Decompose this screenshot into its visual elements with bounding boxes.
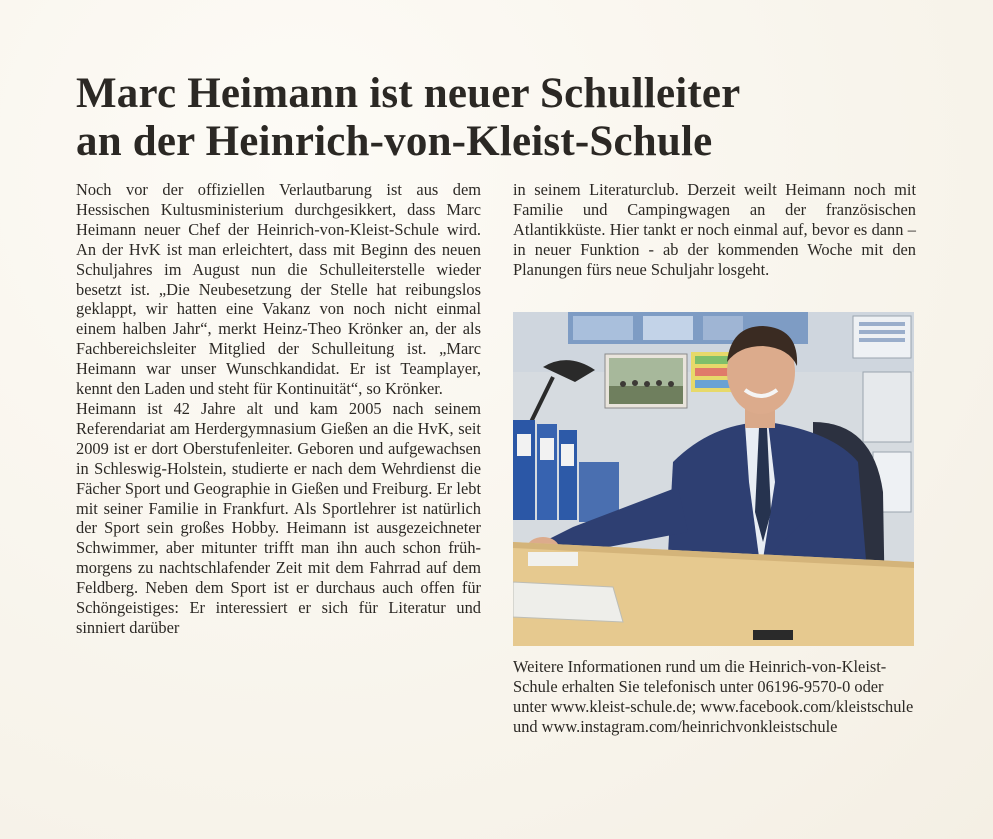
info-text: Weitere Informationen rund um die Heinrich-von-Kleist-Schule erhalten Sie telefonisch unter 06196-9570-0 oder unter www.kleist-schule.de; www.facebook.com/kleistschule und www.instagram.com/heinrichvonkleistschule <box>513 657 914 736</box>
article-paragraph-2: Heimann ist 42 Jahre alt und kam 2005 nach seinem Referendariat am Herdergymnasium Gießen an die HvK, seit 2009 ist er dort Oberstufenleiter. Geboren und aufgewachsen in Schleswig-Holstein, studierte er nach dem Wehrdienst die Fächer Sport und Geographie in Gießen und Freiburg. Er lebt mit seiner Familie in Frankfurt. Als Sportlehrer ist natürlich der Sport sein großes Hobby. Heimann ist ausgezeichneter Schwimmer, aber mitunter trifft man ihn auch schon frühmorgens zu nachtschlafender Zeit mit dem Fahrrad auf dem Feldberg. Neben dem Sport ist er durchaus auch offen für Schöngeistiges: Er interessiert er sich für Literatur und sinniert darüber <box>76 398 481 637</box>
info-box <box>513 657 916 737</box>
headline-line-2: an der Heinrich-von-Kleist-Schule <box>76 118 713 165</box>
article-headline <box>76 70 936 166</box>
headline-line-1: Marc Heimann ist neuer Schulleiter <box>76 70 741 117</box>
article-right-column <box>513 180 916 280</box>
article-left-column <box>76 180 481 638</box>
article-paragraph-1: Noch vor der offiziellen Verlautbarung ist aus dem Hessischen Kultusministerium durchgesikkert, dass Marc Heimann neuer Chef der Heinrich-von-Kleist-Schule wird. An der HvK ist man erleichtert, dass mit Beginn des neuen Schuljahres im August nun die Schulleiterstelle wieder besetzt ist. „Die Neubesetzung der Stelle hat reibungslos geklappt, wir hatten eine Vakanz von noch nicht einmal einem halben Jahr“, merkt Heinz-Theo Krönker an, der als Fachbereichsleiter Mitglied der Schulleitung ist. „Marc Heimann war unser Wunschkandidat. Er ist Teamplayer, kennt den Laden und steht für Kontinuität“, so Krönker. <box>76 180 481 399</box>
article-paragraph-3: in seinem Literaturclub. Derzeit weilt Heimann noch mit Familie und Campingwagen an der französischen Atlantikküste. Hier tankt er noch einmal auf, bevor es dann – in neuer Funktion - ab der kommenden Woche mit den Planungen fürs neue Schuljahr losgeht. <box>513 180 916 279</box>
portrait-photo <box>513 312 914 646</box>
